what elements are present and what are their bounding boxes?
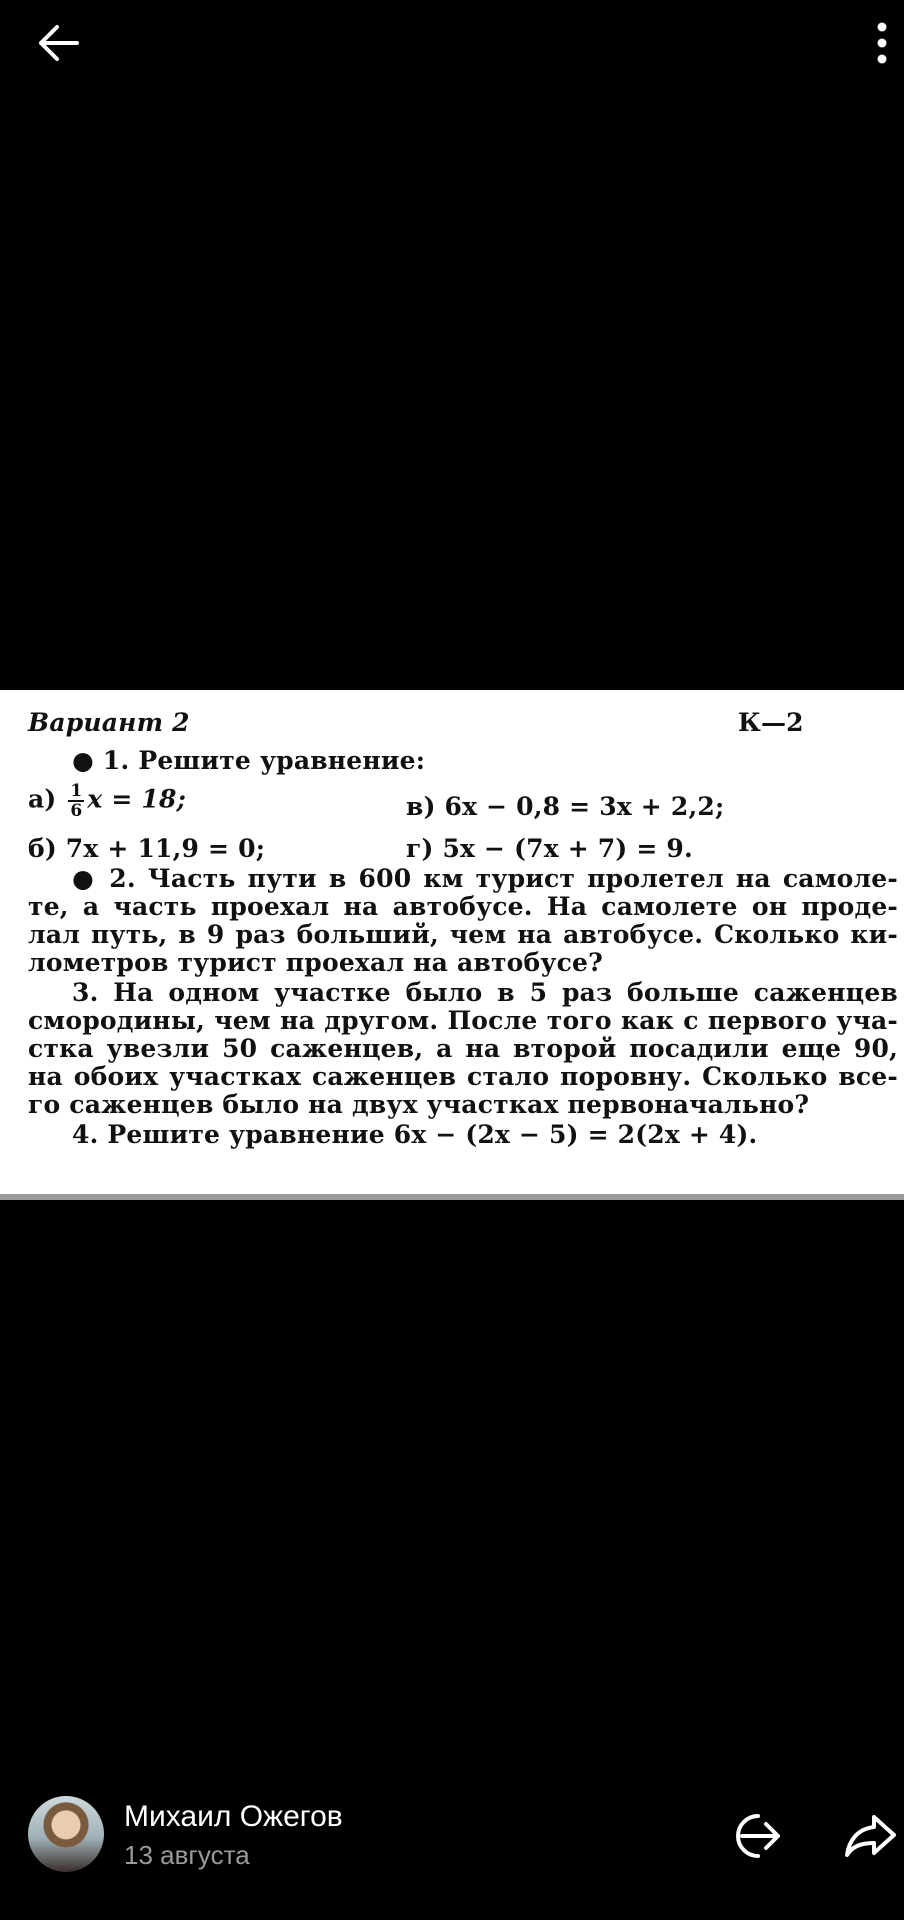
equation-v: в) 6x − 0,8 = 3x + 2,2; [406,792,725,821]
post-date: 13 августа [124,1840,250,1870]
task-3-line: смородины, чем на другом. После того как с первого уча- [28,1006,898,1035]
equation-a: а) $\frac{1}{6}$ x = 18; [28,781,187,821]
fraction: $\frac{1}{6}$ [70,781,83,821]
photo-edge-shadow [0,1194,904,1200]
back-arrow-icon[interactable] [22,18,92,68]
task-1-heading: ● 1. Решите уравнение: [72,746,426,775]
task-3-line: 3. На одном участке было в 5 раз больше саженцев [72,978,898,1007]
task-2-line: лал путь, в 9 раз больший, чем на автобусе. Сколько ки- [28,920,898,949]
task-2-line: те, а часть проехал на автобусе. На самолете он проде- [28,892,898,921]
task-4: 4. Решите уравнение 6x − (2x − 5) = 2(2x + 4). [72,1120,758,1149]
photo-image [0,690,904,1198]
task-3-line: на обоих участках саженцев стало поровну. Сколько все- [28,1062,898,1091]
task-2-line: лометров турист проехал на автобусе? [28,948,603,977]
task-3-line: го саженцев было на двух участках первоначально? [28,1090,810,1119]
equation-b: б) 7x + 11,9 = 0; [28,834,266,863]
equation-g: г) 5x − (7x + 7) = 9. [406,834,693,863]
work-code: К—2 [738,708,804,737]
share-arrow-icon[interactable] [842,1808,898,1864]
avatar[interactable] [28,1796,104,1872]
task-2-line: ● 2. Часть пути в 600 км турист пролетел на самоле- [72,864,898,893]
more-vertical-icon[interactable] [862,16,902,70]
task-3-line: стка увезли 50 саженцев, а на второй посадили еще 90, [28,1034,898,1063]
share-in-icon[interactable] [724,1808,788,1864]
variant-title: Вариант 2 [28,708,190,737]
top-toolbar [0,0,904,90]
author-name[interactable]: Михаил Ожегов [124,1800,343,1833]
post-footer [0,1780,904,1890]
